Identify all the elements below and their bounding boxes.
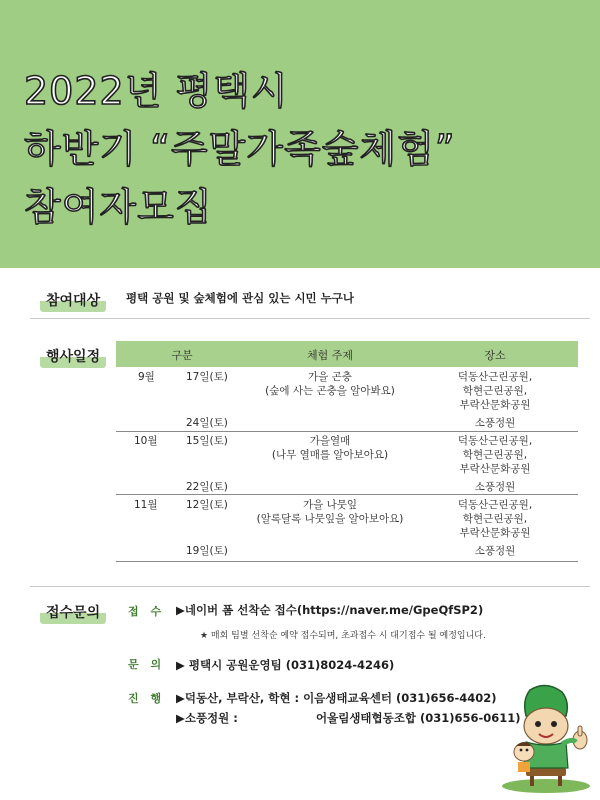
- place-sep-3: 부락산문화공원: [459, 399, 531, 411]
- date-sep-17: 17일(토): [186, 371, 228, 383]
- date-sep-24: 24일(토): [186, 417, 228, 429]
- target-divider: [30, 318, 590, 319]
- place-sep-2: 학현근린공원,: [462, 385, 528, 397]
- title-line-3: 참여자모집: [24, 185, 213, 229]
- header-place: 장소: [484, 349, 506, 362]
- place-oct-22: 소풍정원: [474, 481, 516, 493]
- progress-line-2-value: 어울림생태협동조합 (031)656-0611): [316, 711, 521, 725]
- title-line-1: 2022년 평택시: [24, 69, 289, 113]
- target-section-label: 참여대상: [40, 288, 106, 312]
- theme-oct-title: 가을열매: [309, 435, 351, 447]
- month-nov: 11월: [134, 499, 158, 511]
- date-nov-12: 12일(토): [186, 499, 228, 511]
- progress-line-1: ▶덕동산, 부락산, 학현 : 이음생태교육센터 (031)656-4402): [176, 691, 497, 705]
- place-oct-1: 덕동산근린공원,: [457, 435, 533, 447]
- apply-divider: [30, 586, 590, 587]
- place-sep-1: 덕동산근린공원,: [457, 371, 533, 383]
- header-category: 구분: [171, 349, 193, 362]
- date-oct-15: 15일(토): [186, 435, 228, 447]
- reception-key: 접 수: [128, 605, 166, 618]
- reception-text: ▶네이버 폼 선착순 접수(https://naver.me/GpeQfSP2): [176, 603, 484, 617]
- progress-key: 진 행: [128, 692, 166, 705]
- header-theme: 체험 주제: [306, 349, 354, 362]
- place-oct-3: 부락산문화공원: [459, 463, 531, 475]
- month-sep: 9월: [138, 371, 155, 383]
- title-banner: [0, 0, 600, 268]
- title-line-2: 하반기 “주말가족숲체험”: [24, 127, 456, 171]
- month-oct: 10월: [134, 435, 158, 447]
- schedule-table-header: [116, 341, 578, 367]
- progress-line-2-label: ▶소풍정원 :: [176, 711, 238, 725]
- row-divider: [116, 494, 578, 495]
- target-description: 평택 공원 및 숲체험에 관심 있는 시민 누구나: [126, 291, 354, 305]
- place-nov-2: 학현근린공원,: [462, 513, 528, 525]
- place-nov-3: 부락산문화공원: [459, 527, 531, 539]
- table-bottom-line: [116, 561, 578, 562]
- reception-note: ★ 매회 팀별 선착순 예약 접수되며, 초과접수 시 대기접수 될 예정입니다.: [200, 631, 486, 641]
- theme-nov-title: 가을 나뭇잎: [302, 499, 358, 511]
- place-nov-19: 소풍정원: [474, 545, 516, 557]
- apply-section-label: 접수문의: [40, 600, 106, 624]
- date-nov-19: 19일(토): [186, 545, 228, 557]
- date-oct-22: 22일(토): [186, 481, 228, 493]
- theme-sep-title: 가을 곤충: [308, 371, 352, 383]
- schedule-section-label: 행사일정: [40, 344, 106, 368]
- theme-oct-desc: (나무 열매를 알아보아요): [271, 449, 389, 461]
- inquiry-text: ▶ 평택시 공원운영팀 (031)8024-4246): [176, 658, 395, 672]
- place-oct-2: 학현근린공원,: [462, 449, 528, 461]
- theme-nov-desc: (알록달록 나뭇잎을 알아보아요): [256, 513, 404, 525]
- place-sep-24: 소풍정원: [474, 417, 516, 429]
- inquiry-key: 문 의: [128, 658, 166, 671]
- row-divider: [116, 431, 578, 432]
- place-nov-1: 덕동산근린공원,: [457, 499, 533, 511]
- theme-sep-desc: (숲에 사는 곤충을 알아봐요): [265, 385, 395, 397]
- mascot-illustration: [496, 682, 596, 794]
